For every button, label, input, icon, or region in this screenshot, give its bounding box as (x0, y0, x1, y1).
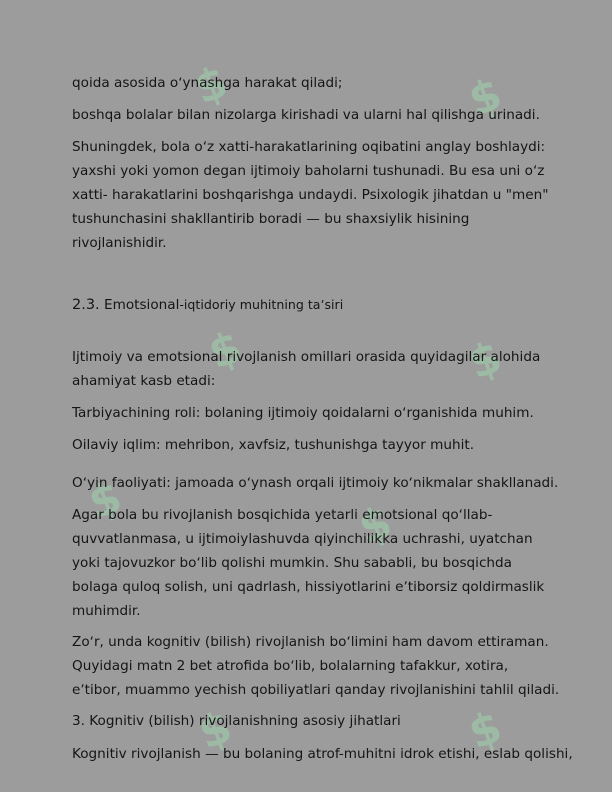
text-line: eʼtibor, muammo yechish qobiliyatlari qanday rivojlanishini tahlil qiladi. (72, 682, 560, 698)
text-line: Quyidagi matn 2 bet atrofida boʻlib, bolalarning tafakkur, xotira, (72, 658, 509, 674)
heading-number: 2.3. (72, 297, 100, 313)
text-line: yaxshi yoki yomon degan ijtimoiy baholarni tushunadi. Bu esa uni oʻz (72, 163, 545, 179)
watermark-mark: $ (462, 701, 509, 760)
watermark-mark: $ (462, 331, 509, 390)
text-line: Agar bola bu rivojlanish bosqichida yetarli emotsional qoʻllab- (72, 507, 493, 523)
text-line: Oilaviy iqlim: mehribon, xavfsiz, tushunishga tayyor muhit. (72, 437, 475, 453)
watermark-mark: $ (188, 56, 235, 115)
watermark-mark: $ (82, 471, 129, 530)
watermark-mark: $ (192, 701, 239, 760)
text-line: 3. Kognitiv (bilish) rivojlanishning asosiy jihatlari (72, 713, 401, 729)
watermark-mark: $ (202, 321, 249, 380)
watermark-mark: $ (352, 496, 399, 555)
section-heading (72, 297, 343, 313)
text-line: Tarbiyachining roli: bolaning ijtimoiy qoidalarni oʻrganishida muhim. (72, 405, 534, 421)
text-line: yoki tajovuzkor boʻlib qolishi mumkin. Shu sababli, bu bosqichda (72, 555, 512, 571)
text-line: muhimdir. (72, 603, 141, 619)
text-line: bolaga quloq solish, uni qadrlash, hissiyotlarini eʼtiborsiz qoldirmaslik (72, 579, 545, 595)
heading-strong: Emotsional (104, 297, 180, 313)
text-line: qoida asosida oʻynashga harakat qiladi; (72, 75, 343, 91)
text-line: boshqa bolalar bilan nizolarga kirishadi va ularni hal qilishga urinadi. (72, 107, 540, 123)
text-line: ahamiyat kasb etadi: (72, 373, 216, 389)
heading-rest: -iqtidoriy muhitning taʼsiri (179, 297, 344, 312)
watermark-mark: $ (462, 68, 509, 127)
text-line: tushunchasini shakllantirib boradi — bu shaxsiylik hisining (72, 211, 470, 227)
text-line: xatti- harakatlarini boshqarishga undaydi. Psixologik jihatdan u "men" (72, 187, 549, 203)
text-line: rivojlanishidir. (72, 235, 167, 251)
text-line: Kognitiv rivojlanish — bu bolaning atrof-muhitni idrok etishi, eslab qolishi, (72, 746, 573, 762)
text-line: Zoʻr, unda kognitiv (bilish) rivojlanish boʻlimini ham davom ettiraman. (72, 634, 549, 650)
text-line: Ijtimoiy va emotsional rivojlanish omillari orasida quyidagilar alohida (72, 349, 541, 365)
text-line: quvvatlanmasa, u ijtimoiylashuvda qiyinchilikka uchrashi, uyatchan (72, 531, 533, 547)
text-line: Shuningdek, bola oʻz xatti-harakatlarining oqibatini anglay boshlaydi: (72, 139, 546, 155)
text-line: Oʻyin faoliyati: jamoada oʻynash orqali ijtimoiy koʻnikmalar shakllanadi. (72, 475, 559, 491)
